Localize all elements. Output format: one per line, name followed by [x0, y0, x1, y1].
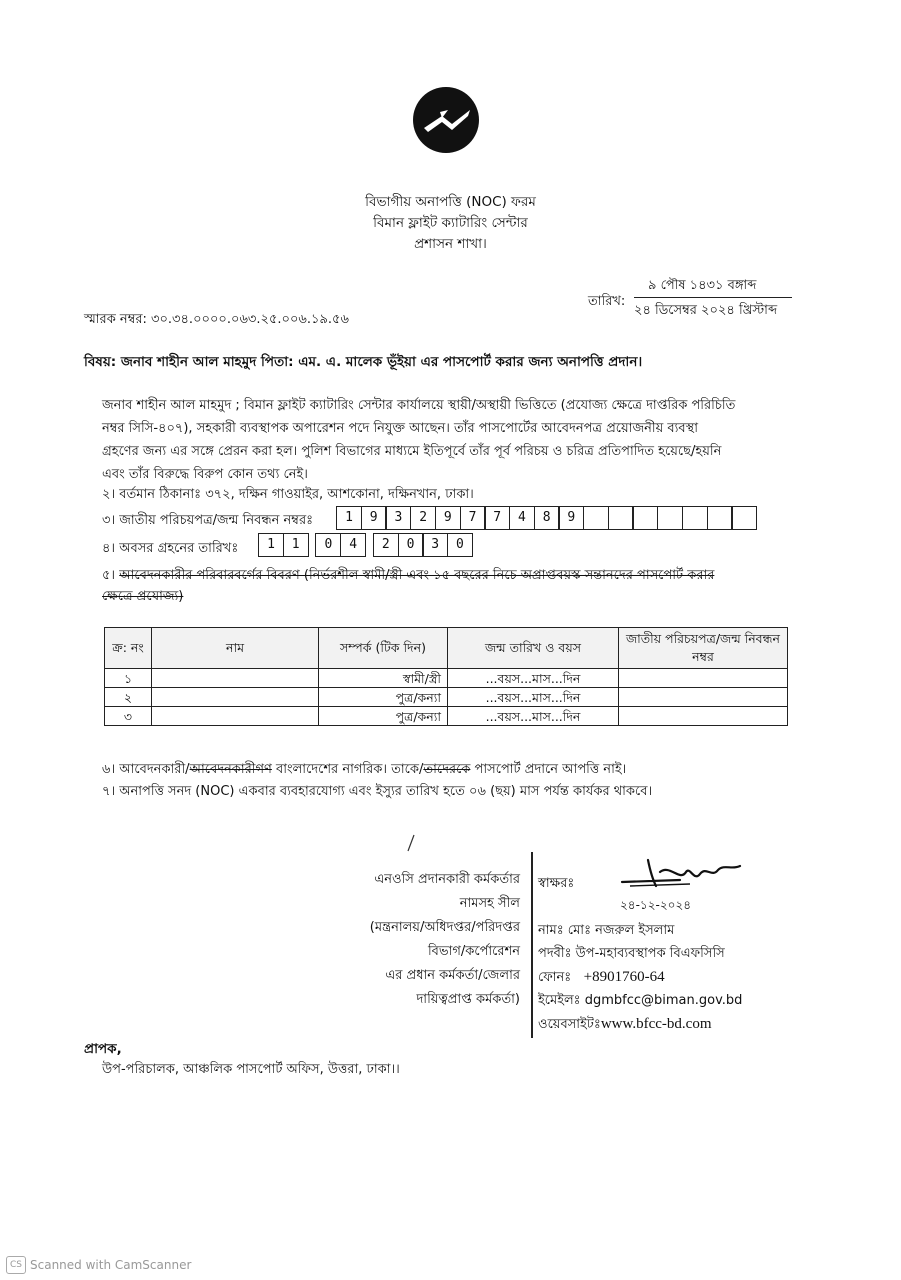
digit-box[interactable] [682, 506, 708, 530]
date-label: তারিখ: [588, 294, 626, 309]
digit-box[interactable]: 9 [361, 506, 387, 530]
date-bangla: ৯ পৌষ ১৪৩১ বঙ্গাব্দ [648, 278, 757, 293]
digit-box[interactable]: 0 [447, 533, 473, 557]
item-number: ৫। [102, 568, 120, 583]
phone-number: +8901760-64 [583, 968, 665, 985]
biman-logo-icon [412, 86, 480, 154]
digit-box[interactable]: 8 [534, 506, 560, 530]
table-cell: ২ [105, 688, 152, 707]
signatory-phone [538, 966, 742, 990]
form-title: বিভাগীয় অনাপত্তি (NOC) ফরম [365, 194, 536, 210]
signatory-line: (মন্ত্রনালয়/অধিদপ্তর/পরিদপ্তর [369, 920, 520, 935]
digit-box[interactable]: 1 [258, 533, 284, 557]
text-part: ৬। আবেদনকারী/ [102, 762, 190, 777]
digit-box[interactable]: 3 [422, 533, 448, 557]
signatory-designation: পদবীঃ উপ-মহাব্যবস্থাপক বিএফসিসি [538, 946, 725, 961]
scanner-watermark [6, 1256, 191, 1274]
table-cell[interactable] [619, 707, 788, 726]
table-row [105, 669, 788, 688]
table-cell: পুত্র/কন্যা [319, 688, 448, 707]
digit-box[interactable]: 4 [509, 506, 535, 530]
signatory-website [538, 1013, 742, 1037]
camscanner-icon: CS [6, 1256, 26, 1274]
digit-box[interactable] [583, 506, 609, 530]
signature-date: ২৪-১২-২০২৪ [620, 898, 692, 912]
digit-box[interactable]: 7 [460, 506, 486, 530]
digit-box[interactable] [731, 506, 757, 530]
paragraph-line: এবং তাঁর বিরুদ্ধে বিরুপ কোন তথ্য নেই। [102, 467, 308, 482]
digit-box[interactable]: 4 [340, 533, 366, 557]
memo-number: স্মারক নম্বর: ৩০.৩৪.০০০০.০৬৩.২৫.০০৬.১৯.৫৬ [84, 312, 349, 327]
digit-box[interactable] [632, 506, 658, 530]
table-cell: ১ [105, 669, 152, 688]
form-title-block [0, 192, 901, 255]
digit-box[interactable]: 2 [373, 533, 399, 557]
organization-name: বিমান ফ্লাইট ক্যাটারিং সেন্টার [373, 215, 528, 231]
table-row [105, 707, 788, 726]
digit-box[interactable]: 3 [385, 506, 411, 530]
table-cell[interactable] [152, 669, 319, 688]
digit-box[interactable] [608, 506, 634, 530]
table-cell: ...বয়স...মাস...দিন [448, 669, 619, 688]
table-header: সম্পর্ক (টিক দিন) [319, 628, 448, 669]
retirement-date-label: ৪। অবসর গ্রহনের তারিখঃ [102, 541, 239, 556]
struck-text: ক্ষেত্রে প্রযোজ্য) [102, 589, 184, 604]
citizenship-statement [102, 760, 626, 781]
table-header: নাম [152, 628, 319, 669]
subject-line: বিষয়: জনাব শাহীন আল মাহমুদ পিতা: এম. এ. মালেক ভূঁইয়া এর পাসপোর্ট করার জন্য অনাপত্তি প্রদান। [84, 354, 643, 370]
table-header: জন্ম তারিখ ও বয়স [448, 628, 619, 669]
pen-mark-icon [406, 834, 416, 852]
website-url: www.bfcc-bd.com [600, 1015, 712, 1032]
digit-box[interactable]: 9 [558, 506, 584, 530]
table-cell: পুত্র/কন্যা [319, 707, 448, 726]
table-cell[interactable] [619, 669, 788, 688]
table-cell: ...বয়স...মাস...দিন [448, 688, 619, 707]
digit-box[interactable]: 9 [435, 506, 461, 530]
family-table [104, 627, 788, 726]
retirement-date-box-row [258, 533, 472, 557]
nid-label: ৩। জাতীয় পরিচয়পত্র/জন্ম নিবন্ধন নম্বরঃ [102, 513, 314, 528]
signatory-name: নামঃ মোঃ নজরুল ইসলাম [538, 922, 675, 938]
department-name: প্রশাসন শাখা। [414, 236, 487, 252]
signatory-line: দায়িত্বপ্রাপ্ত কর্মকর্তা) [416, 992, 520, 1007]
digit-box[interactable]: 0 [398, 533, 424, 557]
struck-text: আবেদনকারীর পরিবারবর্গের বিবরণ (নির্ভরশীল স্বামী/স্ত্রী এবং ১৫ বছরের নিচে অপ্রাপ্তবয়স্ক সন্তানদের পাসপোর্ট করার [119, 568, 715, 583]
digit-box[interactable]: 1 [283, 533, 309, 557]
table-header: জাতীয় পরিচয়পত্র/জন্ম নিবন্ধন নম্বর [619, 628, 788, 669]
struck-text: আবেদনকারীগণ [189, 762, 272, 777]
signatory-line: বিভাগ/কর্পোরেশন [427, 944, 520, 959]
signature-label: স্বাক্ষরঃ [538, 876, 575, 891]
digit-box[interactable]: 0 [315, 533, 341, 557]
signature-divider [531, 852, 533, 1038]
website-label: ওয়েবসাইটঃ [538, 1016, 601, 1032]
nid-box-row [336, 506, 756, 530]
text-part: পাসপোর্ট প্রদানে আপত্তি নাই। [470, 762, 627, 777]
signatory-email: ইমেইলঃ dgmbfcc@biman.gov.bd [538, 993, 743, 1008]
scanner-text: Scanned with CamScanner [30, 1258, 192, 1272]
digit-box[interactable]: 1 [336, 506, 362, 530]
digit-box[interactable] [707, 506, 733, 530]
table-cell[interactable] [152, 707, 319, 726]
table-cell: ...বয়স...মাস...দিন [448, 707, 619, 726]
table-cell[interactable] [619, 688, 788, 707]
digit-box[interactable]: 2 [410, 506, 436, 530]
date-divider [634, 297, 792, 298]
paragraph-line: নম্বর সিসি-৪০৭), সহকারী ব্যবস্থাপক অপারেশন পদে নিযুক্ত আছেন। তাঁর পাসপোর্টের আবেদনপত্র প্রয়োজনীয় ব্যবস্থা [102, 421, 698, 436]
signatory-line: নামসহ সীল [459, 896, 520, 911]
current-address: ২। বর্তমান ঠিকানাঃ ৩৭২, দক্ষিন গাওয়াইর, আশকোনা, দক্ষিনখান, ঢাকা। [102, 487, 474, 502]
signatory-line: এনওসি প্রদানকারী কর্মকর্তার [374, 872, 520, 887]
table-header-row [105, 628, 788, 669]
signatory-description [330, 868, 520, 1012]
table-cell: ৩ [105, 707, 152, 726]
box-gap [307, 533, 315, 557]
digit-box[interactable]: 7 [484, 506, 510, 530]
table-row [105, 688, 788, 707]
recipient-label: প্রাপক, [84, 1041, 122, 1057]
phone-label: ফোনঃ [538, 969, 572, 985]
signatory-line: এর প্রধান কর্মকর্তা/জেলার [385, 968, 520, 983]
box-gap [365, 533, 373, 557]
text-part: বাংলাদেশের নাগরিক। তাকে/ [271, 762, 424, 777]
recipient-address: উপ-পরিচালক, আঞ্চলিক পাসপোর্ট অফিস, উত্তরা, ঢাকা।। [102, 1062, 400, 1077]
paragraph-line: জনাব শাহীন আল মাহমুদ ; বিমান ফ্লাইট ক্যাটারিং সেন্টার কার্যালয়ে স্থায়ী/অস্থায়ী ভিত্তিতে (প্রযোজ্য ক্ষেত্রে দাপ্তরিক পরিচিতি [102, 398, 736, 413]
date-gregorian: ২৪ ডিসেম্বর ২০২৪ খ্রিস্টাব্দ [634, 303, 778, 318]
table-header: ক্র: নং [105, 628, 152, 669]
validity-statement: ৭। অনাপত্তি সনদ (NOC) একবার ব্যবহারযোগ্য এবং ইস্যুর তারিখ হতে ০৬ (ছয়) মাস পর্যন্ত কার্যকর থাকবে। [102, 784, 653, 799]
table-cell: স্বামী/স্ত্রী [319, 669, 448, 688]
struck-text: তাদেরকে [423, 762, 471, 777]
paragraph-line: গ্রহণের জন্য এর সঙ্গে প্রেরন করা হল। পুলিশ বিভাগের মাধ্যমে ইতিপূর্বে তাঁর পূর্ব পরিচয় ও চরিত্র প্রতিপাদিত হয়েছে/হয়নি [102, 444, 722, 459]
digit-box[interactable] [657, 506, 683, 530]
body-paragraph [102, 394, 792, 486]
family-details-note [102, 566, 714, 587]
table-cell[interactable] [152, 688, 319, 707]
